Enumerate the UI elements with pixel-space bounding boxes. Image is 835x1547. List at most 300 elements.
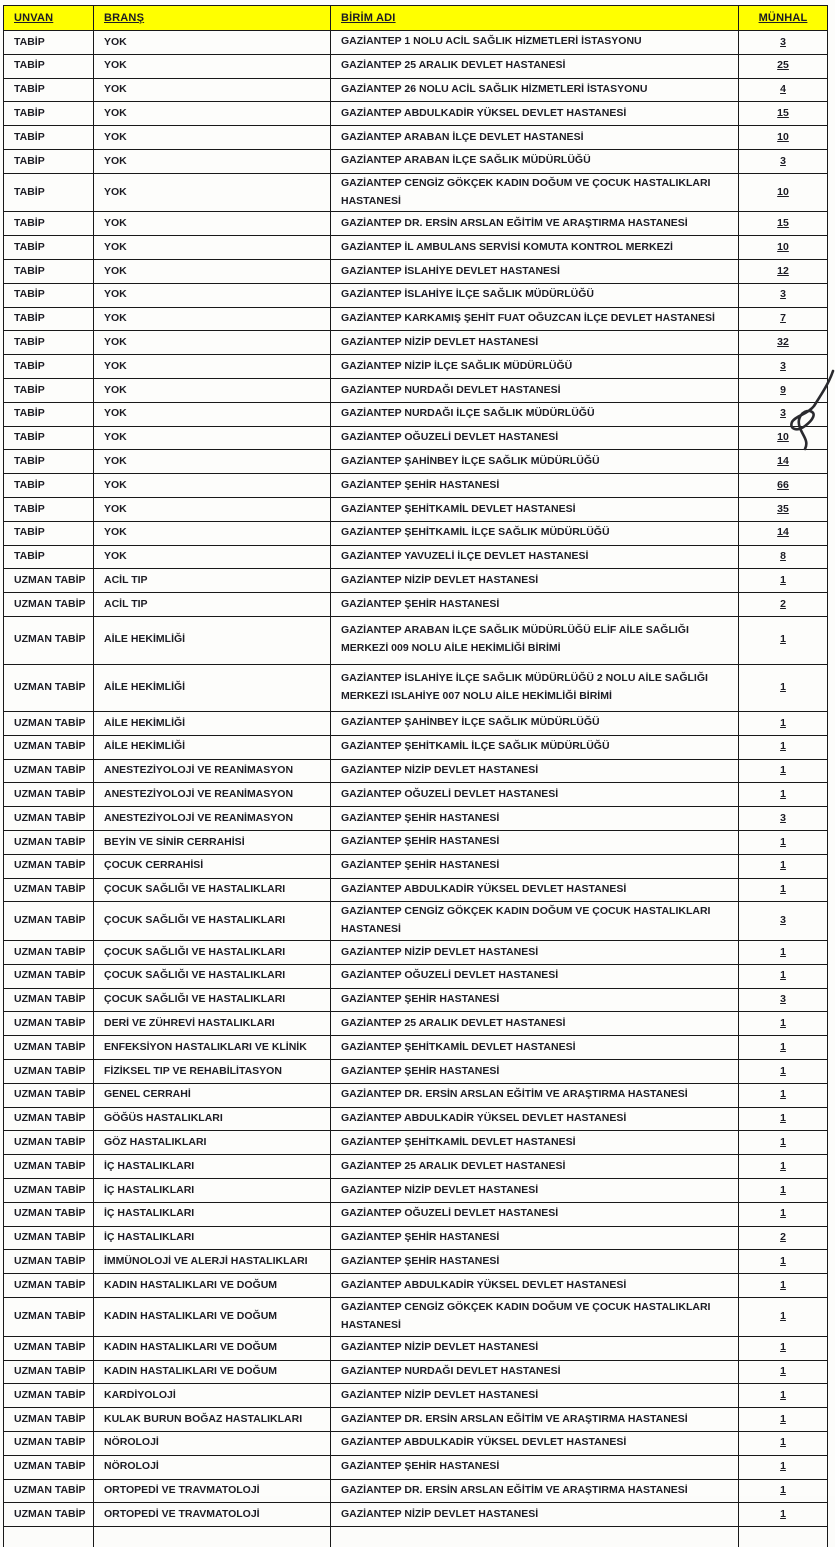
cell-brans: KARDİYOLOJİ bbox=[94, 1384, 331, 1408]
cell-birim: GAZİANTEP DR. ERSİN ARSLAN EĞİTİM VE ARAŞTIRMA HASTANESİ bbox=[331, 212, 739, 236]
table-row bbox=[4, 735, 828, 759]
cell-munhal: 1 bbox=[739, 941, 828, 965]
cell-birim: GAZİANTEP CENGİZ GÖKÇEK KADIN DOĞUM VE ÇOCUK HASTALIKLARI HASTANESİ bbox=[331, 902, 739, 941]
cell-munhal: 1 bbox=[739, 735, 828, 759]
cell-brans: YOK bbox=[94, 307, 331, 331]
cell-munhal: 1 bbox=[739, 1012, 828, 1036]
cell-birim: GAZİANTEP ABDULKADİR YÜKSEL DEVLET HASTANESİ bbox=[331, 878, 739, 902]
cell-munhal: 1 bbox=[739, 759, 828, 783]
cell-brans: GENEL CERRAHİ bbox=[94, 1083, 331, 1107]
table-row bbox=[4, 498, 828, 522]
cell-unvan: UZMAN TABİP bbox=[4, 1131, 94, 1155]
cell-unvan: TABİP bbox=[4, 78, 94, 102]
table-row bbox=[4, 260, 828, 284]
cell-munhal: 3 bbox=[739, 402, 828, 426]
table-row bbox=[4, 712, 828, 736]
table-row bbox=[4, 759, 828, 783]
cell-brans: YOK bbox=[94, 402, 331, 426]
cell-unvan: UZMAN TABİP bbox=[4, 1107, 94, 1131]
table-row bbox=[4, 54, 828, 78]
cell-brans: YOK bbox=[94, 521, 331, 545]
cell-munhal: 35 bbox=[739, 498, 828, 522]
cell-unvan: UZMAN TABİP bbox=[4, 1083, 94, 1107]
cell-unvan: UZMAN TABİP bbox=[4, 1431, 94, 1455]
cell-brans: KULAK BURUN BOĞAZ HASTALIKLARI bbox=[94, 1408, 331, 1432]
cell-brans: FİZİKSEL TIP VE REHABİLİTASYON bbox=[94, 1060, 331, 1084]
cell-birim: GAZİANTEP ŞEHİR HASTANESİ bbox=[331, 474, 739, 498]
cell-brans: AİLE HEKİMLİĞİ bbox=[94, 712, 331, 736]
cell-birim: GAZİANTEP NİZİP DEVLET HASTANESİ bbox=[331, 1503, 739, 1527]
cell-munhal: 3 bbox=[739, 807, 828, 831]
table-row bbox=[4, 545, 828, 569]
cell-unvan: TABİP bbox=[4, 54, 94, 78]
cell-birim: GAZİANTEP ŞEHİR HASTANESİ bbox=[331, 854, 739, 878]
cell-unvan: UZMAN TABİP bbox=[4, 807, 94, 831]
cell-unvan: TABİP bbox=[4, 126, 94, 150]
cell-unvan: UZMAN TABİP bbox=[4, 569, 94, 593]
cell-unvan: UZMAN TABİP bbox=[4, 1060, 94, 1084]
cell-birim: GAZİANTEP ABDULKADİR YÜKSEL DEVLET HASTANESİ bbox=[331, 1274, 739, 1298]
table-row bbox=[4, 1250, 828, 1274]
cell-unvan: UZMAN TABİP bbox=[4, 854, 94, 878]
cell-birim: GAZİANTEP ŞEHİR HASTANESİ bbox=[331, 593, 739, 617]
cell-birim: GAZİANTEP NİZİP DEVLET HASTANESİ bbox=[331, 1179, 739, 1203]
cell-birim: GAZİANTEP DR. ERSİN ARSLAN EĞİTİM VE ARAŞTIRMA HASTANESİ bbox=[331, 1408, 739, 1432]
cell-unvan: UZMAN TABİP bbox=[4, 878, 94, 902]
table-row bbox=[4, 1455, 828, 1479]
column-header-unvan: UNVAN bbox=[4, 6, 94, 31]
cell-munhal: 25 bbox=[739, 54, 828, 78]
cell-brans: İÇ HASTALIKLARI bbox=[94, 1179, 331, 1203]
cell-munhal: 3 bbox=[739, 355, 828, 379]
cell-unvan: UZMAN TABİP bbox=[4, 1384, 94, 1408]
table-row bbox=[4, 1060, 828, 1084]
cell-unvan: TABİP bbox=[4, 474, 94, 498]
cell-brans: GÖZ HASTALIKLARI bbox=[94, 1131, 331, 1155]
cell-munhal: 8 bbox=[739, 545, 828, 569]
cell-birim: GAZİANTEP ŞAHİNBEY İLÇE SAĞLIK MÜDÜRLÜĞÜ bbox=[331, 450, 739, 474]
table-row bbox=[4, 1036, 828, 1060]
cell-unvan: UZMAN TABİP bbox=[4, 941, 94, 965]
table-row bbox=[4, 450, 828, 474]
cell-brans: YOK bbox=[94, 331, 331, 355]
table-row bbox=[4, 1107, 828, 1131]
cell-unvan: TABİP bbox=[4, 283, 94, 307]
cell-brans: DERİ VE ZÜHREVİ HASTALIKLARI bbox=[94, 1012, 331, 1036]
cell-birim: GAZİANTEP OĞUZELİ DEVLET HASTANESİ bbox=[331, 783, 739, 807]
cell-munhal: 1 bbox=[739, 1384, 828, 1408]
cell-unvan: UZMAN TABİP bbox=[4, 712, 94, 736]
table-row bbox=[4, 331, 828, 355]
cell-brans: YOK bbox=[94, 450, 331, 474]
table-row bbox=[4, 1012, 828, 1036]
cell-munhal: 1 bbox=[739, 712, 828, 736]
cell-brans: AİLE HEKİMLİĞİ bbox=[94, 617, 331, 665]
cell-munhal: 4 bbox=[739, 78, 828, 102]
cell-munhal: 1 bbox=[739, 1336, 828, 1360]
table-row bbox=[4, 1083, 828, 1107]
cell-unvan: UZMAN TABİP bbox=[4, 831, 94, 855]
cell-birim: GAZİANTEP İSLAHİYE DEVLET HASTANESİ bbox=[331, 260, 739, 284]
vacancy-table bbox=[3, 5, 828, 1547]
table-row bbox=[4, 854, 828, 878]
cell-birim: GAZİANTEP İSLAHİYE İLÇE SAĞLIK MÜDÜRLÜĞÜ 2 NOLU AİLE SAĞLIĞI MERKEZİ ISLAHİYE 007 NOLU AİLE HEKİMLİĞİ BİRİMİ bbox=[331, 664, 739, 712]
cell-birim: GAZİANTEP ŞEHİTKAMİL DEVLET HASTANESİ bbox=[331, 1036, 739, 1060]
cell-unvan: TABİP bbox=[4, 102, 94, 126]
table-row bbox=[4, 173, 828, 212]
cell-unvan: UZMAN TABİP bbox=[4, 759, 94, 783]
cell-birim: GAZİANTEP OĞUZELİ DEVLET HASTANESİ bbox=[331, 1202, 739, 1226]
cell-brans: YOK bbox=[94, 260, 331, 284]
cell-munhal: 1 bbox=[739, 1107, 828, 1131]
cell-munhal: 2 bbox=[739, 1226, 828, 1250]
cell-unvan: TABİP bbox=[4, 149, 94, 173]
table-row bbox=[4, 402, 828, 426]
cell-unvan: TABİP bbox=[4, 31, 94, 55]
cell-brans: YOK bbox=[94, 426, 331, 450]
table-row bbox=[4, 307, 828, 331]
cell-brans: YOK bbox=[94, 78, 331, 102]
cell-munhal: 1 bbox=[739, 1455, 828, 1479]
cell-munhal: 1 bbox=[739, 1060, 828, 1084]
cell-munhal: 1 bbox=[739, 1274, 828, 1298]
cell-munhal: 1 bbox=[739, 854, 828, 878]
cell-brans: YOK bbox=[94, 173, 331, 212]
cell-brans: İÇ HASTALIKLARI bbox=[94, 1202, 331, 1226]
table-row bbox=[4, 964, 828, 988]
table-row bbox=[4, 1431, 828, 1455]
cell-unvan: UZMAN TABİP bbox=[4, 1408, 94, 1432]
table-row bbox=[4, 1202, 828, 1226]
cell-brans: ÇOCUK SAĞLIĞI VE HASTALIKLARI bbox=[94, 941, 331, 965]
cell-munhal: 3 bbox=[739, 149, 828, 173]
partial-cutoff-row bbox=[4, 1527, 828, 1547]
cell-munhal: 2 bbox=[739, 593, 828, 617]
cell-munhal: 14 bbox=[739, 521, 828, 545]
cell-brans: NÖROLOJİ bbox=[94, 1455, 331, 1479]
cell-birim: GAZİANTEP 25 ARALIK DEVLET HASTANESİ bbox=[331, 54, 739, 78]
cell-unvan: TABİP bbox=[4, 236, 94, 260]
cell-unvan: UZMAN TABİP bbox=[4, 1012, 94, 1036]
cell-brans: İÇ HASTALIKLARI bbox=[94, 1155, 331, 1179]
cell-munhal: 1 bbox=[739, 1083, 828, 1107]
cell-birim: GAZİANTEP ŞEHİTKAMİL İLÇE SAĞLIK MÜDÜRLÜĞÜ bbox=[331, 521, 739, 545]
cell-munhal: 1 bbox=[739, 831, 828, 855]
cell-brans: ANESTEZİYOLOJİ VE REANİMASYON bbox=[94, 783, 331, 807]
cell-munhal: 1 bbox=[739, 1431, 828, 1455]
table-row bbox=[4, 149, 828, 173]
cell-munhal: 10 bbox=[739, 126, 828, 150]
cell-unvan: UZMAN TABİP bbox=[4, 1336, 94, 1360]
cell-unvan: TABİP bbox=[4, 173, 94, 212]
cell-brans: ENFEKSİYON HASTALIKLARI VE KLİNİK bbox=[94, 1036, 331, 1060]
cell-unvan: UZMAN TABİP bbox=[4, 664, 94, 712]
cell-brans: YOK bbox=[94, 355, 331, 379]
cell-birim: GAZİANTEP ŞEHİR HASTANESİ bbox=[331, 831, 739, 855]
cell-brans: ACİL TIP bbox=[94, 593, 331, 617]
table-row bbox=[4, 878, 828, 902]
cell-munhal: 3 bbox=[739, 283, 828, 307]
table-row bbox=[4, 1155, 828, 1179]
table-row bbox=[4, 102, 828, 126]
cell-brans: AİLE HEKİMLİĞİ bbox=[94, 664, 331, 712]
cell-brans: ACİL TIP bbox=[94, 569, 331, 593]
cell-unvan: UZMAN TABİP bbox=[4, 1250, 94, 1274]
cell-munhal: 1 bbox=[739, 1131, 828, 1155]
cell-munhal: 1 bbox=[739, 1250, 828, 1274]
cell-unvan: UZMAN TABİP bbox=[4, 593, 94, 617]
cell-munhal: 12 bbox=[739, 260, 828, 284]
cell-munhal: 1 bbox=[739, 1155, 828, 1179]
cell-brans: NÖROLOJİ bbox=[94, 1431, 331, 1455]
cell-birim: GAZİANTEP NİZİP DEVLET HASTANESİ bbox=[331, 1384, 739, 1408]
table-row bbox=[4, 569, 828, 593]
cell-unvan: UZMAN TABİP bbox=[4, 1155, 94, 1179]
cell-birim: GAZİANTEP İSLAHİYE İLÇE SAĞLIK MÜDÜRLÜĞÜ bbox=[331, 283, 739, 307]
cell-unvan: UZMAN TABİP bbox=[4, 617, 94, 665]
cell-brans: YOK bbox=[94, 545, 331, 569]
table-row bbox=[4, 474, 828, 498]
cell-brans: YOK bbox=[94, 54, 331, 78]
cell-birim: GAZİANTEP NİZİP DEVLET HASTANESİ bbox=[331, 331, 739, 355]
column-header-birim-adi: BİRİM ADI bbox=[331, 6, 739, 31]
cell-brans: ÇOCUK SAĞLIĞI VE HASTALIKLARI bbox=[94, 902, 331, 941]
cell-birim: GAZİANTEP 1 NOLU ACİL SAĞLIK HİZMETLERİ İSTASYONU bbox=[331, 31, 739, 55]
table-row bbox=[4, 1503, 828, 1527]
cell-munhal: 1 bbox=[739, 783, 828, 807]
cell-unvan: UZMAN TABİP bbox=[4, 1036, 94, 1060]
cell-birim: GAZİANTEP NİZİP DEVLET HASTANESİ bbox=[331, 941, 739, 965]
cell-munhal: 1 bbox=[739, 569, 828, 593]
table-row bbox=[4, 988, 828, 1012]
cell-unvan: TABİP bbox=[4, 545, 94, 569]
table-row bbox=[4, 1479, 828, 1503]
cell-birim: GAZİANTEP OĞUZELİ DEVLET HASTANESİ bbox=[331, 964, 739, 988]
table-row bbox=[4, 212, 828, 236]
cell-munhal: 10 bbox=[739, 236, 828, 260]
cell-unvan: TABİP bbox=[4, 379, 94, 403]
table-row bbox=[4, 426, 828, 450]
cell-unvan: TABİP bbox=[4, 402, 94, 426]
cell-munhal: 1 bbox=[739, 1360, 828, 1384]
cell-birim: GAZİANTEP ARABAN İLÇE SAĞLIK MÜDÜRLÜĞÜ bbox=[331, 149, 739, 173]
cell-munhal: 3 bbox=[739, 902, 828, 941]
cell-unvan: TABİP bbox=[4, 498, 94, 522]
table-row bbox=[4, 1298, 828, 1337]
cell-munhal: 9 bbox=[739, 379, 828, 403]
table-row bbox=[4, 593, 828, 617]
cell-unvan: UZMAN TABİP bbox=[4, 1202, 94, 1226]
cell-brans: KADIN HASTALIKLARI VE DOĞUM bbox=[94, 1298, 331, 1337]
cell-brans: YOK bbox=[94, 126, 331, 150]
table-row bbox=[4, 617, 828, 665]
table-row bbox=[4, 521, 828, 545]
cell-munhal: 10 bbox=[739, 426, 828, 450]
table-row bbox=[4, 1274, 828, 1298]
cell-munhal: 1 bbox=[739, 1503, 828, 1527]
table-row bbox=[4, 126, 828, 150]
cell-unvan: UZMAN TABİP bbox=[4, 988, 94, 1012]
cell-brans: YOK bbox=[94, 102, 331, 126]
cell-birim: GAZİANTEP 26 NOLU ACİL SAĞLIK HİZMETLERİ İSTASYONU bbox=[331, 78, 739, 102]
table-row bbox=[4, 664, 828, 712]
table-row bbox=[4, 941, 828, 965]
cell-brans: ÇOCUK SAĞLIĞI VE HASTALIKLARI bbox=[94, 964, 331, 988]
cell-birim: GAZİANTEP DR. ERSİN ARSLAN EĞİTİM VE ARAŞTIRMA HASTANESİ bbox=[331, 1083, 739, 1107]
cell-birim: GAZİANTEP ŞEHİR HASTANESİ bbox=[331, 1455, 739, 1479]
cell-unvan: TABİP bbox=[4, 307, 94, 331]
cell-birim: GAZİANTEP 25 ARALIK DEVLET HASTANESİ bbox=[331, 1155, 739, 1179]
cell-birim: GAZİANTEP KARKAMIŞ ŞEHİT FUAT OĞUZCAN İLÇE DEVLET HASTANESİ bbox=[331, 307, 739, 331]
cell-birim: GAZİANTEP ARABAN İLÇE SAĞLIK MÜDÜRLÜĞÜ ELİF AİLE SAĞLIĞI MERKEZİ 009 NOLU AİLE HEKİMLİĞİ BİRİMİ bbox=[331, 617, 739, 665]
cell-birim: GAZİANTEP ABDULKADİR YÜKSEL DEVLET HASTANESİ bbox=[331, 102, 739, 126]
cell-unvan: UZMAN TABİP bbox=[4, 1455, 94, 1479]
table-header-row bbox=[4, 6, 828, 31]
cell-munhal: 1 bbox=[739, 1479, 828, 1503]
column-header-brans: BRANŞ bbox=[94, 6, 331, 31]
cell-birim: GAZİANTEP NİZİP İLÇE SAĞLIK MÜDÜRLÜĞÜ bbox=[331, 355, 739, 379]
table-row bbox=[4, 1131, 828, 1155]
cell-brans: ORTOPEDİ VE TRAVMATOLOJİ bbox=[94, 1503, 331, 1527]
cell-brans: KADIN HASTALIKLARI VE DOĞUM bbox=[94, 1360, 331, 1384]
cell-brans: ÇOCUK SAĞLIĞI VE HASTALIKLARI bbox=[94, 878, 331, 902]
cell-birim: GAZİANTEP NİZİP DEVLET HASTANESİ bbox=[331, 1336, 739, 1360]
cell-unvan: UZMAN TABİP bbox=[4, 1274, 94, 1298]
cell-brans: İMMÜNOLOJİ VE ALERJİ HASTALIKLARI bbox=[94, 1250, 331, 1274]
cell-munhal: 10 bbox=[739, 173, 828, 212]
table-row bbox=[4, 78, 828, 102]
column-header-munhal: MÜNHAL bbox=[739, 6, 828, 31]
cell-brans: ÇOCUK CERRAHİSİ bbox=[94, 854, 331, 878]
cell-birim: GAZİANTEP ŞAHİNBEY İLÇE SAĞLIK MÜDÜRLÜĞÜ bbox=[331, 712, 739, 736]
cell-brans: YOK bbox=[94, 283, 331, 307]
cell-brans: BEYİN VE SİNİR CERRAHİSİ bbox=[94, 831, 331, 855]
cell-unvan: TABİP bbox=[4, 331, 94, 355]
cell-unvan: TABİP bbox=[4, 355, 94, 379]
cell-birim: GAZİANTEP ŞEHİTKAMİL İLÇE SAĞLIK MÜDÜRLÜĞÜ bbox=[331, 735, 739, 759]
cell-birim: GAZİANTEP ABDULKADİR YÜKSEL DEVLET HASTANESİ bbox=[331, 1431, 739, 1455]
cell-birim: GAZİANTEP CENGİZ GÖKÇEK KADIN DOĞUM VE ÇOCUK HASTALIKLARI HASTANESİ bbox=[331, 1298, 739, 1337]
cell-birim: GAZİANTEP DR. ERSİN ARSLAN EĞİTİM VE ARAŞTIRMA HASTANESİ bbox=[331, 1479, 739, 1503]
table-row bbox=[4, 1360, 828, 1384]
cell-birim: GAZİANTEP ŞEHİR HASTANESİ bbox=[331, 1060, 739, 1084]
cell-munhal: 7 bbox=[739, 307, 828, 331]
cell-birim: GAZİANTEP NİZİP DEVLET HASTANESİ bbox=[331, 569, 739, 593]
cell-brans: ORTOPEDİ VE TRAVMATOLOJİ bbox=[94, 1479, 331, 1503]
cell-munhal: 1 bbox=[739, 1408, 828, 1432]
cell-brans: YOK bbox=[94, 498, 331, 522]
cell-munhal: 1 bbox=[739, 964, 828, 988]
cell-birim: GAZİANTEP ŞEHİTKAMİL DEVLET HASTANESİ bbox=[331, 1131, 739, 1155]
cell-birim: GAZİANTEP NİZİP DEVLET HASTANESİ bbox=[331, 759, 739, 783]
cell-birim: GAZİANTEP OĞUZELİ DEVLET HASTANESİ bbox=[331, 426, 739, 450]
cell-munhal: 1 bbox=[739, 664, 828, 712]
cell-unvan: UZMAN TABİP bbox=[4, 1298, 94, 1337]
cell-unvan: TABİP bbox=[4, 521, 94, 545]
cell-unvan: UZMAN TABİP bbox=[4, 1479, 94, 1503]
cell-munhal: 3 bbox=[739, 31, 828, 55]
table-row bbox=[4, 1336, 828, 1360]
table-row bbox=[4, 902, 828, 941]
table-row bbox=[4, 1384, 828, 1408]
cell-birim: GAZİANTEP ŞEHİTKAMİL DEVLET HASTANESİ bbox=[331, 498, 739, 522]
table-row bbox=[4, 831, 828, 855]
cell-brans: KADIN HASTALIKLARI VE DOĞUM bbox=[94, 1336, 331, 1360]
cell-unvan: UZMAN TABİP bbox=[4, 1360, 94, 1384]
table-row bbox=[4, 31, 828, 55]
table-body bbox=[4, 31, 828, 1527]
cell-munhal: 66 bbox=[739, 474, 828, 498]
cell-unvan: UZMAN TABİP bbox=[4, 1179, 94, 1203]
cell-unvan: TABİP bbox=[4, 450, 94, 474]
cell-unvan: UZMAN TABİP bbox=[4, 783, 94, 807]
cell-birim: GAZİANTEP ARABAN İLÇE DEVLET HASTANESİ bbox=[331, 126, 739, 150]
cell-brans: ÇOCUK SAĞLIĞI VE HASTALIKLARI bbox=[94, 988, 331, 1012]
cell-brans: YOK bbox=[94, 212, 331, 236]
cell-unvan: UZMAN TABİP bbox=[4, 964, 94, 988]
cell-birim: GAZİANTEP ŞEHİR HASTANESİ bbox=[331, 1250, 739, 1274]
table-row bbox=[4, 236, 828, 260]
table-row bbox=[4, 807, 828, 831]
table-row bbox=[4, 283, 828, 307]
cell-brans: YOK bbox=[94, 474, 331, 498]
table-row bbox=[4, 1226, 828, 1250]
cell-brans: YOK bbox=[94, 149, 331, 173]
cell-unvan: UZMAN TABİP bbox=[4, 1226, 94, 1250]
cell-munhal: 15 bbox=[739, 102, 828, 126]
cell-munhal: 1 bbox=[739, 1298, 828, 1337]
cell-brans: ANESTEZİYOLOJİ VE REANİMASYON bbox=[94, 807, 331, 831]
cell-unvan: TABİP bbox=[4, 426, 94, 450]
cell-birim: GAZİANTEP İL AMBULANS SERVİSİ KOMUTA KONTROL MERKEZİ bbox=[331, 236, 739, 260]
cell-birim: GAZİANTEP ŞEHİR HASTANESİ bbox=[331, 807, 739, 831]
cell-birim: GAZİANTEP NURDAĞI İLÇE SAĞLIK MÜDÜRLÜĞÜ bbox=[331, 402, 739, 426]
cell-munhal: 1 bbox=[739, 1036, 828, 1060]
cell-unvan: UZMAN TABİP bbox=[4, 735, 94, 759]
cell-birim: GAZİANTEP ŞEHİR HASTANESİ bbox=[331, 988, 739, 1012]
cell-birim: GAZİANTEP CENGİZ GÖKÇEK KADIN DOĞUM VE ÇOCUK HASTALIKLARI HASTANESİ bbox=[331, 173, 739, 212]
cell-brans: YOK bbox=[94, 236, 331, 260]
table-row bbox=[4, 1408, 828, 1432]
table-row bbox=[4, 1179, 828, 1203]
cell-brans: YOK bbox=[94, 31, 331, 55]
table-row bbox=[4, 783, 828, 807]
cell-munhal: 1 bbox=[739, 1202, 828, 1226]
cell-unvan: UZMAN TABİP bbox=[4, 902, 94, 941]
cell-brans: KADIN HASTALIKLARI VE DOĞUM bbox=[94, 1274, 331, 1298]
cell-munhal: 15 bbox=[739, 212, 828, 236]
cell-munhal: 1 bbox=[739, 878, 828, 902]
cell-birim: GAZİANTEP 25 ARALIK DEVLET HASTANESİ bbox=[331, 1012, 739, 1036]
cell-munhal: 14 bbox=[739, 450, 828, 474]
cell-brans: AİLE HEKİMLİĞİ bbox=[94, 735, 331, 759]
cell-birim: GAZİANTEP ABDULKADİR YÜKSEL DEVLET HASTANESİ bbox=[331, 1107, 739, 1131]
cell-munhal: 1 bbox=[739, 1179, 828, 1203]
cell-brans: İÇ HASTALIKLARI bbox=[94, 1226, 331, 1250]
cell-unvan: TABİP bbox=[4, 212, 94, 236]
cell-brans: GÖĞÜS HASTALIKLARI bbox=[94, 1107, 331, 1131]
cell-munhal: 32 bbox=[739, 331, 828, 355]
cell-munhal: 1 bbox=[739, 617, 828, 665]
cell-munhal: 3 bbox=[739, 988, 828, 1012]
table-row bbox=[4, 355, 828, 379]
cell-unvan: UZMAN TABİP bbox=[4, 1503, 94, 1527]
cell-unvan: TABİP bbox=[4, 260, 94, 284]
table-row bbox=[4, 379, 828, 403]
cell-birim: GAZİANTEP NURDAĞI DEVLET HASTANESİ bbox=[331, 379, 739, 403]
cell-birim: GAZİANTEP ŞEHİR HASTANESİ bbox=[331, 1226, 739, 1250]
cell-brans: ANESTEZİYOLOJİ VE REANİMASYON bbox=[94, 759, 331, 783]
